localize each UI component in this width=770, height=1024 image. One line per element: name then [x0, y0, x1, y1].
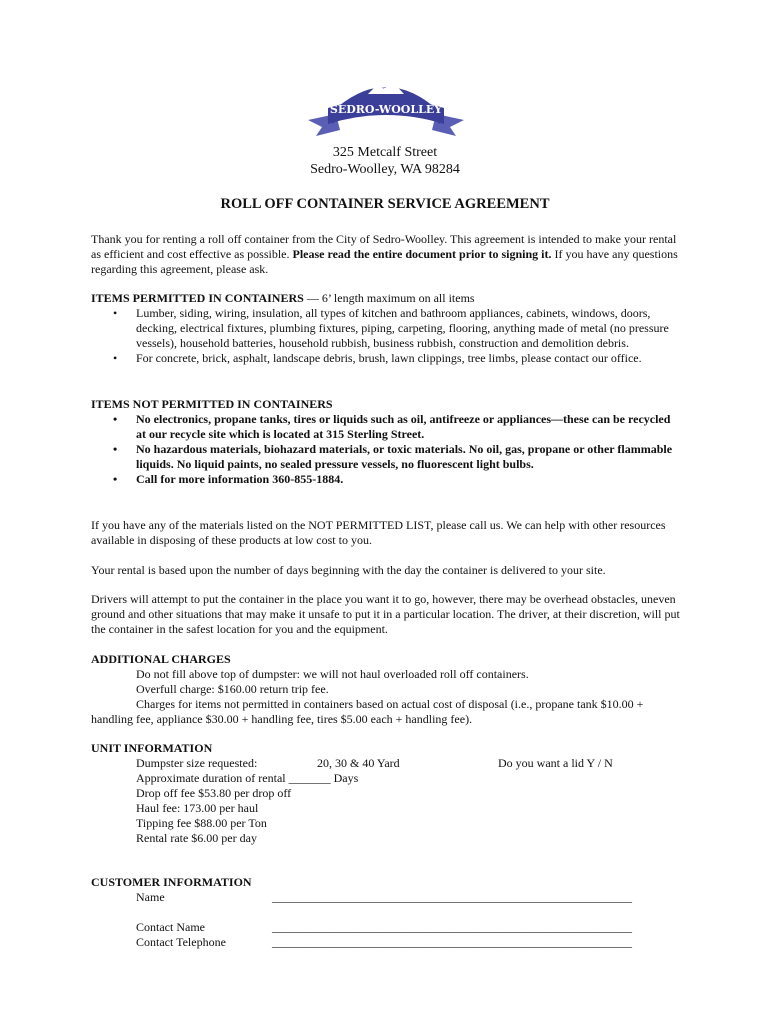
- rental-duration: Approximate duration of rental _______ Days: [136, 771, 359, 785]
- rental-rate: Rental rate $6.00 per day: [136, 831, 257, 845]
- drivers-paragraph: Drivers will attempt to put the container in the place you want it to go, however, there may be overhead obstacles, uneven ground and other situations that may make it unsafe to put it in a particular location. The driver, at their discretion, will put the container in the safest location for you and the equipment.: [91, 592, 680, 636]
- contact-telephone-blank-line[interactable]: ____________________________________________________________: [272, 935, 632, 949]
- bullet-icon: •: [113, 472, 118, 486]
- contact-telephone-label: Contact Telephone: [136, 935, 226, 949]
- bullet-icon: •: [113, 351, 118, 365]
- dumpster-size-row: [91, 756, 681, 771]
- spacer: [91, 905, 681, 920]
- additional-line-1: Do not fill above top of dumpster: we will not haul overloaded roll off containers.: [136, 667, 529, 681]
- dumpster-size-value: 20, 30 & 40 Yard: [317, 756, 400, 770]
- intro-text-1: Thank you for renting a roll off container from the City of Sedro-Woolley. This agreement is intended to make your rental as efficient and cost effective as possible.: [91, 232, 677, 261]
- additional-charges-section: [91, 652, 681, 727]
- logo-name: SEDRO-WOOLLEY: [329, 103, 443, 116]
- customer-information-section: [91, 875, 681, 950]
- not-permitted-section: [91, 397, 681, 487]
- permitted-item-2: For concrete, brick, asphalt, landscape debris, brush, lawn clippings, tree limbs, please contact our office.: [136, 351, 642, 365]
- address-line-2: Sedro-Woolley, WA 98284: [310, 162, 460, 177]
- intro-text-2: If you have any questions regarding this agreement, please ask.: [91, 247, 678, 276]
- additional-line-2: Overfull charge: $160.00 return trip fee.: [136, 682, 329, 696]
- not-permitted-help-paragraph: If you have any of the materials listed on the NOT PERMITTED LIST, please call us. We can help with other resources available in disposing of these products at low cost to you.: [91, 518, 666, 547]
- intro-bold: Please read the entire document prior to signing it.: [292, 247, 552, 261]
- page-title: ROLL OFF CONTAINER SERVICE AGREEMENT: [220, 196, 550, 212]
- rental-days-paragraph: Your rental is based upon the number of days beginning with the day the container is delivered to your site.: [91, 563, 606, 577]
- contact-telephone-row: [91, 935, 681, 950]
- additional-line-3b: handling fee, appliance $30.00 + handling fee, tires $5.00 each + handling fee).: [91, 712, 473, 726]
- dumpster-size-label: Dumpster size requested:: [136, 756, 258, 770]
- permitted-heading: ITEMS PERMITTED IN CONTAINERS: [91, 291, 304, 305]
- not-permitted-item-2: No hazardous materials, biohazard materials, or toxic materials. No oil, gas, propane or other flammable liquids. No liquid paints, no sealed pressure vessels, no fluorescent light bulbs.: [136, 442, 673, 471]
- not-permitted-item-3: Call for more information 360-855-1884.: [136, 472, 344, 486]
- logo-city-of: CITY OF: [372, 87, 400, 94]
- permitted-section: [91, 291, 681, 366]
- unit-heading: UNIT INFORMATION: [91, 741, 213, 755]
- logo-tagline: GATEWAY TO THE NORTH CASCADES: [352, 118, 420, 122]
- tipping-fee: Tipping fee $88.00 per Ton: [136, 816, 267, 830]
- additional-heading: ADDITIONAL CHARGES: [91, 652, 231, 666]
- city-logo: [306, 72, 466, 142]
- haul-fee: Haul fee: 173.00 per haul: [136, 801, 259, 815]
- list-item: [91, 306, 681, 351]
- bullet-icon: •: [113, 442, 118, 456]
- drop-off-fee: Drop off fee $53.80 per drop off: [136, 786, 292, 800]
- not-permitted-item-1: No electronics, propane tanks, tires or liquids such as oil, antifreeze or appliances—these can be recycled at our recycle site which is located at 315 Sterling Street.: [136, 412, 671, 441]
- permitted-heading-suffix: — 6’ length maximum on all items: [303, 291, 475, 305]
- unit-information-section: [91, 741, 681, 846]
- bullet-icon: •: [113, 306, 118, 320]
- list-item: [91, 472, 681, 487]
- not-permitted-heading: ITEMS NOT PERMITTED IN CONTAINERS: [91, 397, 333, 411]
- address-line-1: 325 Metcalf Street: [332, 145, 438, 160]
- name-label: Name: [136, 890, 165, 904]
- name-blank-line[interactable]: ____________________________________________________________: [272, 890, 632, 904]
- list-item: [91, 351, 681, 366]
- customer-heading: CUSTOMER INFORMATION: [91, 875, 252, 889]
- list-item: [91, 442, 681, 472]
- contact-name-row: [91, 920, 681, 935]
- permitted-item-1: Lumber, siding, wiring, insulation, all types of kitchen and bathroom appliances, cabinets, windows, doors, decking, electrical fixtures, plumbing fixtures, piping, carpeting, flooring, anything made of metal (no pressure vessels), household batteries, household rubbish, business rubbish, construction and demolition debris.: [136, 306, 669, 350]
- additional-line-3a: Charges for items not permitted in containers based on actual cost of disposal (i.e., propane tank $10.00 +: [136, 697, 644, 711]
- contact-name-label: Contact Name: [136, 920, 205, 934]
- intro-paragraph: [91, 232, 681, 277]
- list-item: [91, 412, 681, 442]
- lid-question: Do you want a lid Y / N: [498, 756, 613, 770]
- bullet-icon: •: [113, 412, 118, 426]
- name-row: [91, 890, 681, 905]
- contact-name-blank-line[interactable]: ____________________________________________________________: [272, 920, 632, 934]
